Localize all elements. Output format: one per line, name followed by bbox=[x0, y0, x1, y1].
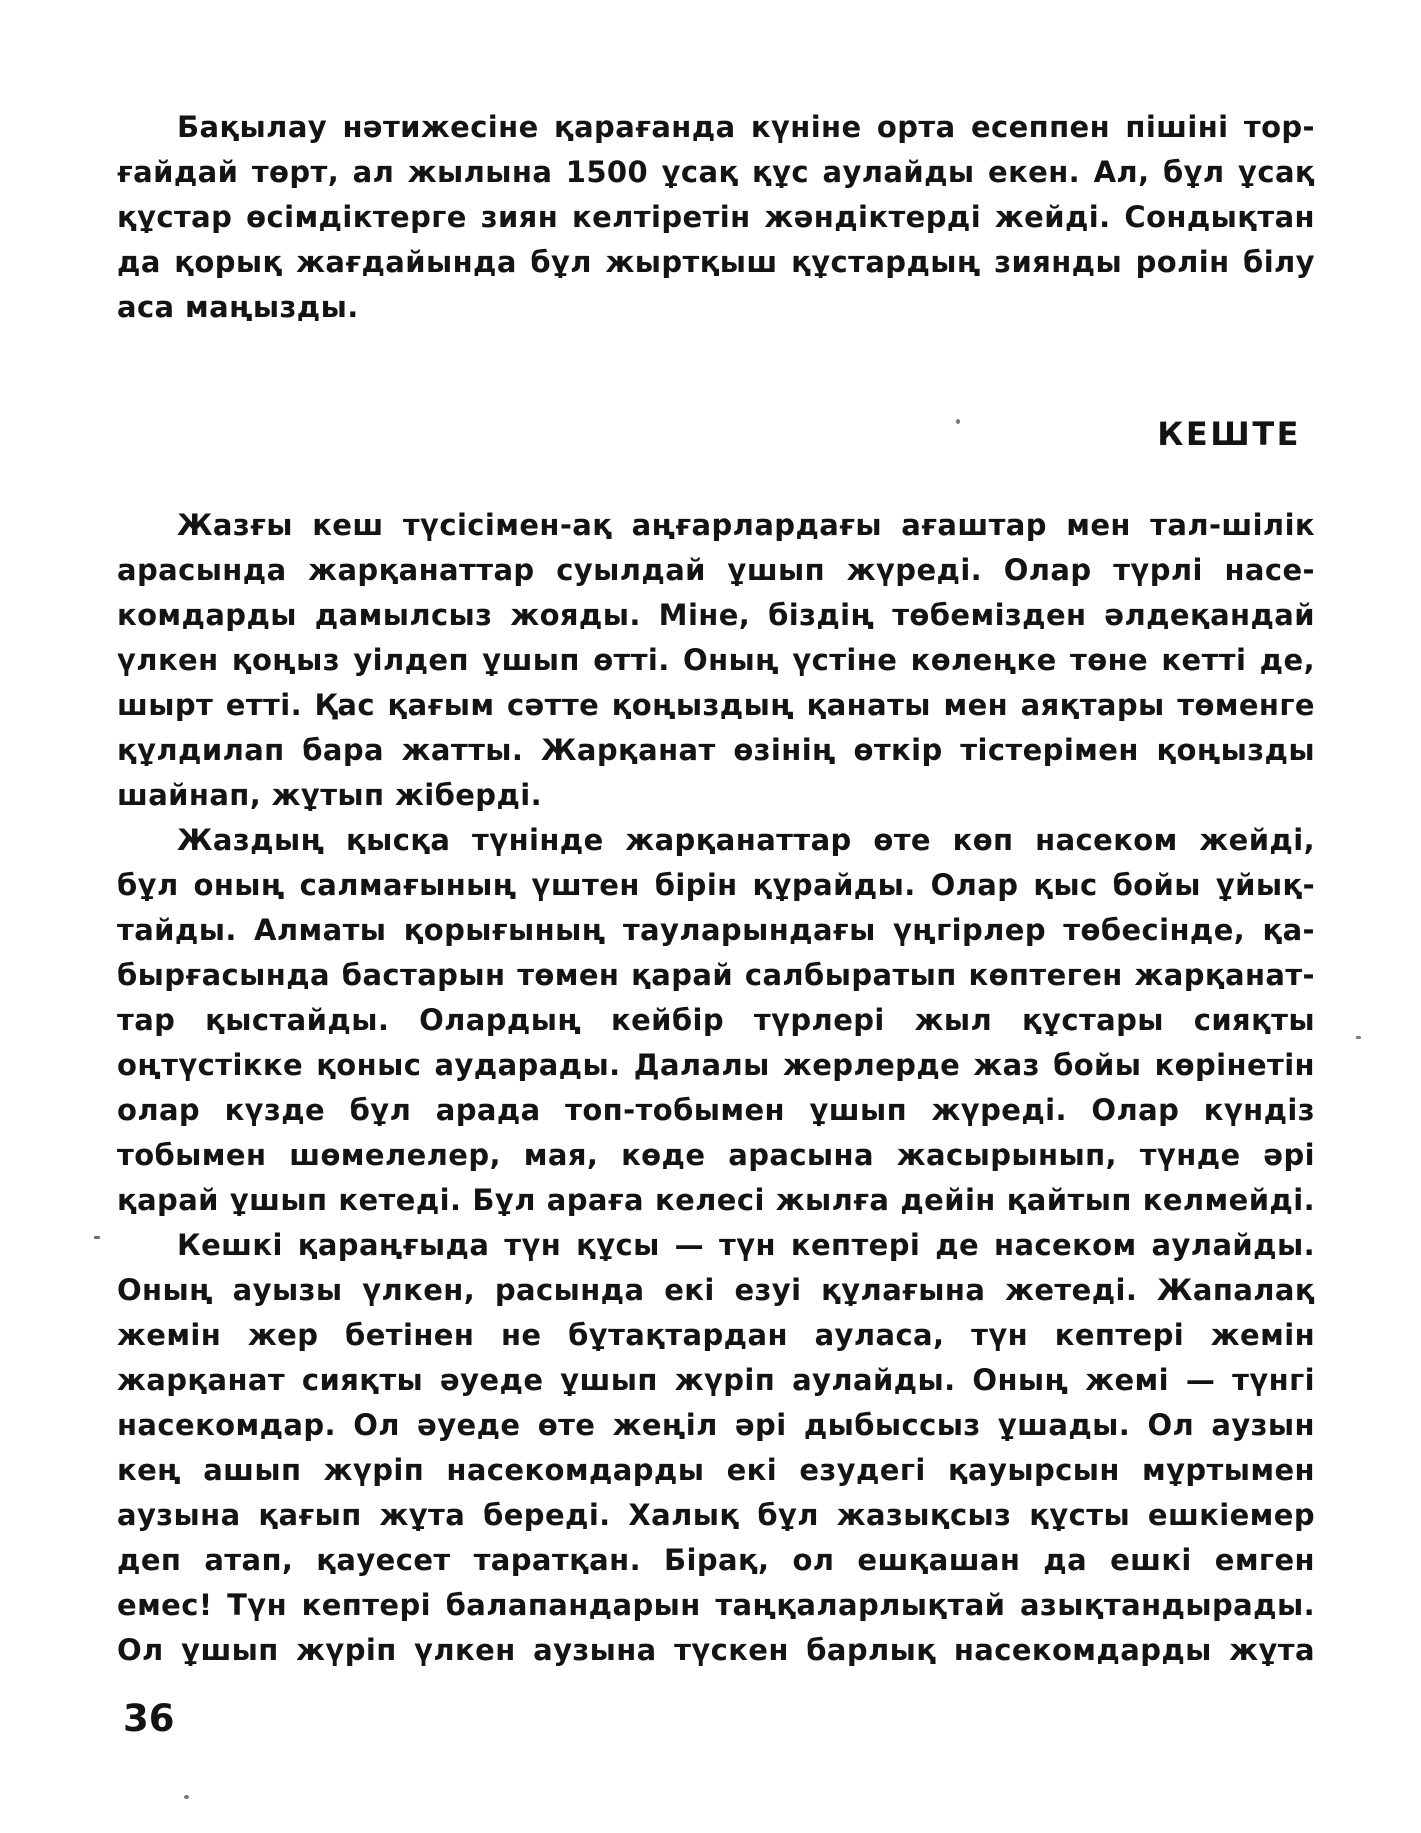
text-line: насекомдар. Ол әуеде өте жеңіл әрі дыбыссыз ұшады. Ол аузын bbox=[117, 1408, 1315, 1442]
opening-paragraph bbox=[117, 105, 1315, 330]
text-line: үлкен қоңыз уілдеп ұшып өтті. Оның үстіне көлеңке төне кетті де, bbox=[117, 643, 1315, 677]
text-line: комдарды дамылсыз жояды. Міне, біздің төбемізден әлдеқандай bbox=[117, 598, 1315, 632]
text-line: тайды. Алматы қорығының тауларындағы үңгірлер төбесінде, қа- bbox=[117, 913, 1315, 947]
text-line: құстар өсімдіктерге зиян келтіретін жәндіктерді жейді. Сондықтан bbox=[117, 200, 1315, 234]
scan-speck bbox=[956, 419, 960, 424]
text-line: жарқанат сияқты әуеде ұшып жүріп аулайды. Оның жемі — түнгі bbox=[117, 1363, 1315, 1397]
scan-speck bbox=[184, 1795, 189, 1799]
text-line: қарай ұшып кетеді. Бұл араға келесі жылға дейін қайтып келмейді. bbox=[117, 1183, 1315, 1217]
scan-speck bbox=[94, 1236, 100, 1239]
text-line: шырт етті. Қас қағым сәтте қоңыздың қанаты мен аяқтары төменге bbox=[117, 688, 1315, 722]
text-line: олар күзде бұл арада топ-тобымен ұшып жүреді. Олар күндіз bbox=[117, 1093, 1315, 1127]
text-line: шайнап, жұтып жіберді. bbox=[117, 778, 543, 812]
text-line: деп атап, қауесет таратқан. Бірақ, ол ешқашан да ешкі емген bbox=[117, 1543, 1315, 1577]
body-paragraph-flow bbox=[117, 503, 1315, 1673]
text-line: тобымен шөмелелер, мая, көде арасына жасырынып, түнде әрі bbox=[117, 1138, 1315, 1172]
text-line: Оның ауызы үлкен, расында екі езуі құлағына жетеді. Жапалақ bbox=[117, 1273, 1315, 1307]
text-line: Жаздың қысқа түнінде жарқанаттар өте көп насеком жейді, bbox=[177, 823, 1315, 857]
text-line: арасында жарқанаттар суылдай ұшып жүреді. Олар түрлі насе- bbox=[117, 553, 1315, 587]
text-line: аузына қағып жұта береді. Халық бұл жазықсыз құсты ешкіемер bbox=[117, 1498, 1315, 1532]
scan-speck bbox=[1356, 1036, 1361, 1039]
text-line: емес! Түн кептері балапандарын таңқаларлықтай азықтандырады. bbox=[117, 1588, 1315, 1622]
text-line: бырғасында бастарын төмен қарай салбыратып көптеген жарқанат- bbox=[117, 958, 1315, 992]
text-line: бұл оның салмағының үштен бірін құрайды. Олар қыс бойы ұйық- bbox=[117, 868, 1315, 902]
text-line: құлдилап бара жатты. Жарқанат өзінің өткір тістерімен қоңызды bbox=[117, 733, 1315, 767]
page-number: 36 bbox=[123, 1697, 175, 1740]
text-line: оңтүстікке қоныс аударады. Далалы жерлерде жаз бойы көрінетін bbox=[117, 1048, 1315, 1082]
text-line: кең ашып жүріп насекомдарды екі езудегі қауырсын мұртымен bbox=[117, 1453, 1315, 1487]
text-line: Жазғы кеш түсісімен-ақ аңғарлардағы ағаштар мен тал-шілік bbox=[177, 508, 1315, 542]
section-heading: КЕШТЕ bbox=[1157, 415, 1301, 453]
text-line: жемін жер бетінен не бұтақтардан ауласа, түн кептері жемін bbox=[117, 1318, 1315, 1352]
text-line: тар қыстайды. Олардың кейбір түрлері жыл құстары сияқты bbox=[117, 1003, 1315, 1037]
text-line: ғайдай төрт, ал жылына 1500 ұсақ құс аулайды екен. Ал, бұл ұсақ bbox=[117, 155, 1315, 189]
text-line: Ол ұшып жүріп үлкен аузына түскен барлық насекомдарды жұта bbox=[117, 1633, 1315, 1667]
text-line: да қорық жағдайында бұл жыртқыш құстардың зиянды ролін білу bbox=[117, 245, 1315, 279]
text-line: аса маңызды. bbox=[117, 290, 359, 324]
text-line: Кешкі қараңғыда түн құсы — түн кептері де насеком аулайды. bbox=[177, 1228, 1315, 1262]
text-line: Бақылау нәтижесіне қарағанда күніне орта есеппен пішіні тор- bbox=[177, 110, 1315, 144]
